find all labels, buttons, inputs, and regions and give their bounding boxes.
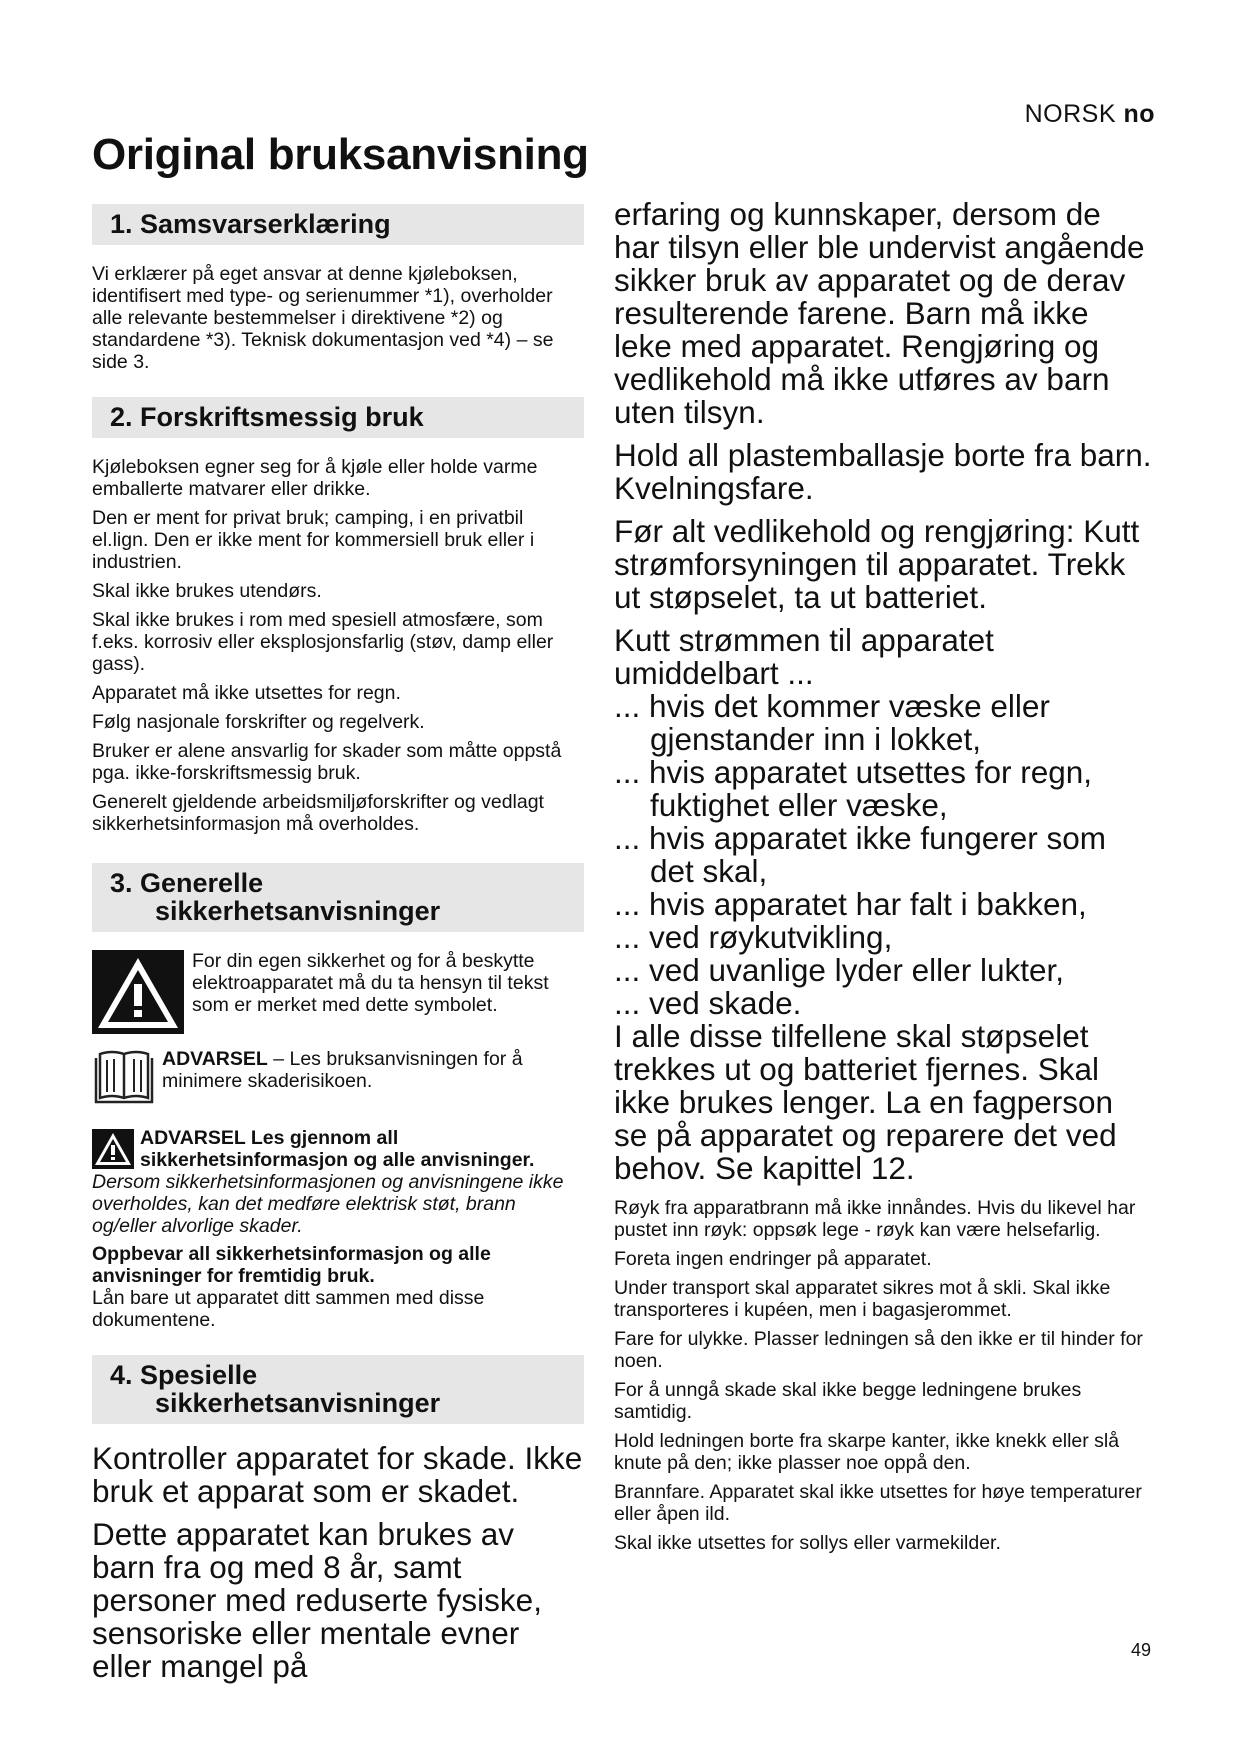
lend-instructions: Lån bare ut apparatet ditt sammen med disse dokumentene. <box>92 1287 485 1331</box>
paragraph: Apparatet må ikke utsettes for regn. <box>92 682 401 704</box>
manual-warning-text: ADVARSEL – Les bruksanvisningen for å minimere skaderisikoen. <box>162 1048 523 1092</box>
large-safety-text: Hold all plastemballasje borte fra barn. Kvelningsfare. <box>614 437 1152 506</box>
large-safety-text: Før alt vedlikehold og rengjøring: Kutt strømforsyningen til apparatet. Trekk ut støpselet, ta ut batteriet. <box>614 513 1140 615</box>
warning-symbol-row <box>92 950 584 1034</box>
section-heading-4-line2: sikkerhetsanvisninger <box>155 1388 441 1418</box>
page-number: 49 <box>1130 1640 1151 1660</box>
cut-power-item: ... hvis apparatet utsettes for regn, fuktighet eller væske, <box>614 754 1093 823</box>
section-heading-3-line2: sikkerhetsanvisninger <box>155 896 441 926</box>
paragraph: Bruker er alene ansvarlig for skader som måtte oppstå pga. ikke-forskriftsmessig bruk. <box>92 740 562 784</box>
right-column <box>614 198 1154 1561</box>
safety-item: Skal ikke utsettes for sollys eller varmekilder. <box>614 1532 1001 1554</box>
safety-item: For å unngå skade skal ikke begge ledningene brukes samtidig. <box>614 1379 1082 1423</box>
safety-item: Hold ledningen borte fra skarpe kanter, ikke knekk eller slå knute på den; ikke plasser noe oppå den. <box>614 1430 1120 1474</box>
safety-item: Foreta ingen endringer på apparatet. <box>614 1248 932 1270</box>
large-safety-text: Kontroller apparatet for skade. Ikke bruk et apparat som er skadet. <box>92 1440 583 1509</box>
paragraph: Kjøleboksen egner seg for å kjøle eller holde varme emballerte matvarer eller drikke. <box>92 456 538 500</box>
symbol-explanation: For din egen sikkerhet og for å beskytte elektroapparatet må du ta hensyn til tekst som er merket med dette symbolet. <box>192 950 549 1016</box>
safety-item: Brannfare. Apparatet skal ikke utsettes for høye temperaturer eller åpen ild. <box>614 1481 1142 1525</box>
declaration-text: Vi erklærer på eget ansvar at denne kjøleboksen, identifisert med type- og serienummer *1), overholder alle relevante bestemmelser i direktivene *2) og standardene *3). Teknisk dokumentasjon ved *4) – se side 3. <box>92 263 554 373</box>
open-book-icon <box>92 1048 156 1111</box>
cut-power-item: ... ved røykutvikling, <box>614 919 893 955</box>
cut-power-intro: Kutt strømmen til apparatet umiddelbart ... <box>614 622 994 691</box>
cut-power-item: ... ved skade. <box>614 985 802 1021</box>
language-name: NORSK <box>1024 100 1116 128</box>
paragraph: Skal ikke brukes i rom med spesiell atmosfære, som f.eks. korrosiv eller eksplosjonsfarlig (støv, damp eller gass). <box>92 609 554 675</box>
safety-item: Røyk fra apparatbrann må ikke innåndes. Hvis du likevel har pustet inn røyk: oppsøk lege - røyk kan være helsefarlig. <box>614 1197 1136 1241</box>
section-heading-1: 1. Samsvarserklæring <box>92 204 584 245</box>
safety-item: Fare for ulykke. Plasser ledningen så den ikke er til hinder for noen. <box>614 1328 1143 1372</box>
section-heading-4-line1: 4. Spesielle <box>110 1360 258 1390</box>
general-warning-italic: Dersom sikkerhetsinformasjonen og anvisningene ikke overholdes, kan det medføre elektrisk støt, brann og/eller alvorlige skader. <box>92 1171 564 1237</box>
paragraph: Generelt gjeldende arbeidsmiljøforskrifter og vedlagt sikkerhetsinformasjon må overholdes. <box>92 791 544 835</box>
cut-power-item: ... hvis apparatet har falt i bakken, <box>614 886 1087 922</box>
large-safety-text: Dette apparatet kan brukes av barn fra og med 8 år, samt personer med reduserte fysiske, sensoriske eller mentale evner eller mangel på <box>92 1516 542 1684</box>
cut-power-item: ... ved uvanlige lyder eller lukter, <box>614 952 1064 988</box>
paragraph: Den er ment for privat bruk; camping, i en privatbil el.lign. Den er ikke ment for kommersiell bruk eller i industrien. <box>92 507 535 573</box>
language-label <box>1025 100 1155 129</box>
warning-triangle-icon <box>92 1129 134 1169</box>
large-safety-text: I alle disse tilfellene skal støpselet trekkes ut og batteriet fjernes. Skal ikke brukes lenger. La en fagperson se på apparatet og reparere det ved behov. Se kapittel 12. <box>614 1018 1117 1186</box>
general-warning-bold: ADVARSEL Les gjennom all sikkerhetsinformasjon og alle anvisninger. <box>140 1127 535 1171</box>
large-safety-text: erfaring og kunnskaper, dersom de har tilsyn eller ble undervist angående sikker bruk av apparatet og de derav resulterende farene. Barn må ikke leke med apparatet. Rengjøring og vedlikehold må ikke utføres av barn uten tilsyn. <box>614 196 1145 430</box>
safety-item: Under transport skal apparatet sikres mot å skli. Skal ikke transporteres i kupéen, men i bagasjerommet. <box>614 1277 1111 1321</box>
section-heading-3 <box>92 863 584 932</box>
manual-warning-row <box>92 1048 584 1111</box>
paragraph: Skal ikke brukes utendørs. <box>92 580 322 602</box>
section-heading-3-line1: 3. Generelle <box>110 868 264 898</box>
warning-triangle-icon <box>92 950 184 1034</box>
keep-instructions: Oppbevar all sikkerhetsinformasjon og alle anvisninger for fremtidig bruk. <box>92 1243 491 1287</box>
general-warning-block <box>92 1127 584 1237</box>
section-heading-2: 2. Forskriftsmessig bruk <box>92 397 584 438</box>
section-heading-4 <box>92 1355 584 1424</box>
cut-power-item: ... hvis det kommer væske eller gjenstander inn i lokket, <box>614 688 1050 757</box>
paragraph: Følg nasjonale forskrifter og regelverk. <box>92 711 425 733</box>
page-title: Original bruksanvisning <box>92 130 589 179</box>
left-column <box>92 204 584 1683</box>
cut-power-item: ... hvis apparatet ikke fungerer som det skal, <box>614 820 1106 889</box>
language-code: no <box>1123 100 1155 128</box>
manual-warning-label: ADVARSEL <box>162 1048 268 1070</box>
